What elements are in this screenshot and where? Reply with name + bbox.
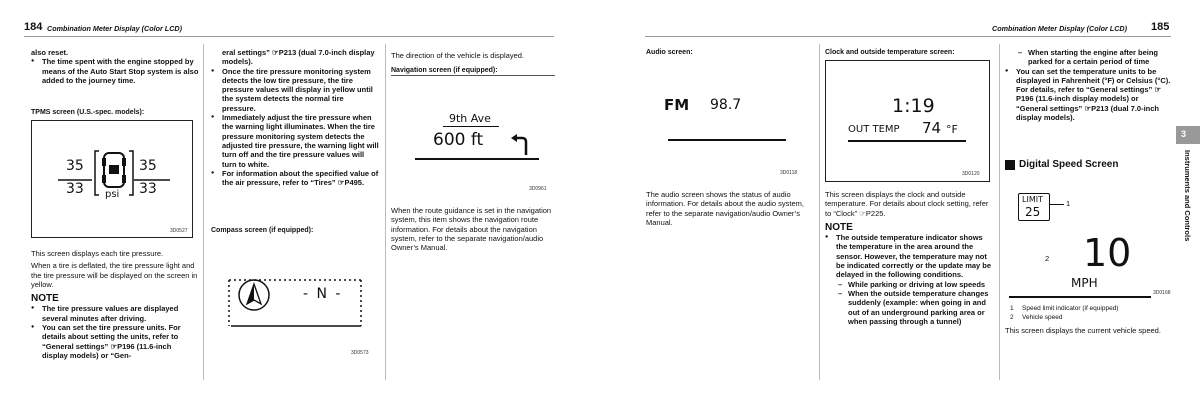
col-divider bbox=[203, 44, 204, 380]
clock-para: This screen displays the clock and outside temperature. For details about clock setting, refer to “Clock” ☞P225. bbox=[825, 190, 989, 218]
temp-note-bullet: ● The outside temperature indicator shows the temperature in the area around the sensor. However, the temperature may not be indicated correctly or the update may be delayed in the following conditions. bbox=[825, 233, 993, 279]
tire-fr-value: 35 bbox=[139, 158, 157, 174]
clock-rule bbox=[848, 140, 966, 142]
right-col3-text bbox=[1005, 48, 1171, 122]
compass-caption: Compass screen (if equipped): bbox=[211, 227, 314, 234]
nav-caption-rule bbox=[391, 75, 555, 76]
tire-fl-value: 35 bbox=[66, 158, 84, 174]
chapter-number: 3 bbox=[1181, 129, 1187, 139]
note-bullet-1: ● The tire pressure values are displayed several minutes after driving. bbox=[31, 304, 199, 323]
section-square-icon bbox=[1005, 160, 1015, 170]
nav-para: When the route guidance is set in the navigation system, this item shows the navigation route information. For details about the navigation system, refer to the separate navigation/audio Owner’s Manual. bbox=[391, 206, 552, 253]
right-page-number: 185 bbox=[1151, 21, 1170, 33]
tpms-para1: This screen displays each tire pressure. bbox=[31, 249, 164, 258]
clock-fig-id: 3D0120 bbox=[962, 171, 980, 177]
nav-distance: 600 ft bbox=[433, 130, 484, 150]
col-divider bbox=[999, 44, 1000, 380]
tpms-para2: When a tire is deflated, the tire pressure light and the tire pressure will be displayed on the screen in yellow. bbox=[31, 261, 198, 289]
tire-unit: psi bbox=[105, 189, 120, 200]
right-header-title: Combination Meter Display (Color LCD) bbox=[992, 24, 1127, 33]
temp-units-bullet: ● You can set the temperature units to be displayed in Fahrenheit (°F) or Celsius (°C). For details, refer to “General settings” ☞P196 (11.6-inch display models) or “General settings” ☞P213 (dual 7.0-inch display models). bbox=[1005, 67, 1171, 123]
compass-fig-id: 3D0573 bbox=[351, 350, 369, 356]
legend-row bbox=[1005, 314, 1171, 323]
legend-num: 2 bbox=[1010, 313, 1014, 321]
nav-bottom-rule bbox=[415, 158, 539, 160]
legend-text: Speed limit indicator (if equipped) bbox=[1022, 305, 1119, 312]
left-header-title: Combination Meter Display (Color LCD) bbox=[47, 24, 182, 33]
chapter-tab[interactable] bbox=[1176, 126, 1200, 144]
audio-para: The audio screen shows the status of audio information. For details about the audio system, refer to the separate navigation/audio Owner’s Manual. bbox=[646, 190, 804, 227]
legend-row bbox=[1005, 305, 1171, 314]
tire-rl-value: 33 bbox=[66, 181, 84, 197]
left-col1 bbox=[31, 48, 199, 85]
temp-dash-2: – When the outside temperature changes suddenly (example: when going in and out of an underground parking area or when passing through a tunnel) bbox=[836, 289, 993, 326]
left-header-rule bbox=[24, 36, 554, 37]
speed-figure bbox=[1005, 184, 1171, 302]
bullet-journey-time: ● The time spent with the engine stopped by means of the Auto Start Stop system is also added to the journey time. bbox=[31, 57, 199, 85]
speed-unit: MPH bbox=[1071, 276, 1098, 290]
out-temp-unit: °F bbox=[946, 123, 958, 136]
speed-legend bbox=[1005, 305, 1171, 322]
chapter-title: Instruments and Controls bbox=[1183, 150, 1192, 242]
car-tire-icon bbox=[102, 153, 126, 187]
nav-figure bbox=[391, 78, 556, 200]
temp-dash-3: – When starting the engine after being parked for a certain period of time bbox=[1016, 48, 1171, 67]
nav-direction-line: The direction of the vehicle is displayed. bbox=[391, 51, 524, 60]
limit-value: 25 bbox=[1025, 205, 1041, 219]
callout-1: 1 bbox=[1066, 199, 1071, 208]
callout-2: 2 bbox=[1045, 254, 1050, 263]
compass-heading: - N - bbox=[303, 286, 343, 302]
audio-fig-id: 3D0118 bbox=[780, 170, 798, 176]
col2-cont-line: eral settings” ☞P213 (dual 7.0-inch display models). bbox=[222, 48, 375, 67]
callout-line-1 bbox=[1050, 204, 1064, 205]
note-bullet-2: ● You can set the tire pressure units. For details about setting the units, refer to “General settings” ☞P196 (11.6-inch display models) or “Gen- bbox=[31, 323, 199, 360]
turn-left-arrow-icon bbox=[509, 134, 533, 156]
nav-caption: Navigation screen (if equipped): bbox=[391, 67, 498, 74]
tpms-text bbox=[31, 249, 199, 360]
cont-line: also reset. bbox=[31, 48, 69, 57]
left-page-number: 184 bbox=[24, 21, 43, 33]
col2-bullet-2: ● Immediately adjust the tire pressure when the warning light illuminates. When the tire pressure monitoring system detects the adjusted tire pressure, the warning light will turn off and the tire pressure values will turn to white. bbox=[211, 113, 379, 169]
nav-fig-id: 3D0961 bbox=[529, 186, 547, 192]
clock-caption: Clock and outside temperature screen: bbox=[825, 49, 955, 56]
compass-icon bbox=[239, 280, 269, 310]
nav-street-rule bbox=[443, 126, 499, 127]
audio-band: FM bbox=[664, 96, 690, 114]
section-heading: Digital Speed Screen bbox=[1019, 159, 1119, 170]
audio-frequency: 98.7 bbox=[710, 97, 742, 113]
note-heading-left: NOTE bbox=[31, 293, 59, 305]
col-divider bbox=[819, 44, 820, 380]
clock-figure bbox=[825, 60, 990, 182]
col2-bullet-3: ● For information about the specified value of the air pressure, refer to “Tires” ☞P495. bbox=[211, 169, 379, 188]
tire-rr-value: 33 bbox=[139, 181, 157, 197]
right-header-rule bbox=[645, 36, 1171, 37]
tpms-figure bbox=[31, 120, 193, 238]
legend-text: Vehicle speed bbox=[1022, 313, 1063, 321]
audio-caption: Audio screen: bbox=[646, 49, 693, 56]
compass-figure bbox=[211, 242, 379, 370]
audio-rule bbox=[668, 139, 786, 141]
vehicle-speed: 10 bbox=[1083, 231, 1132, 275]
tpms-fig-id: 3D0527 bbox=[170, 228, 188, 234]
clock-text bbox=[825, 190, 993, 326]
nav-street: 9th Ave bbox=[449, 112, 491, 125]
legend-num: 1 bbox=[1010, 305, 1014, 312]
tpms-diagram bbox=[32, 121, 193, 238]
out-temp-label: OUT TEMP bbox=[848, 124, 900, 135]
limit-label: LIMIT bbox=[1022, 195, 1043, 204]
temp-dash-1: – While parking or driving at low speeds bbox=[836, 280, 993, 289]
left-col2 bbox=[211, 48, 379, 187]
out-temp-value: 74 bbox=[922, 119, 942, 137]
note-heading-right: NOTE bbox=[825, 221, 853, 233]
clock-time: 1:19 bbox=[892, 95, 935, 117]
col2-bullet-1: ● Once the tire pressure monitoring system detects the low tire pressure, the tire pressure values will display in yellow until the system detects the normal tire pressure. bbox=[211, 67, 379, 113]
tpms-caption: TPMS screen (U.S.-spec. models): bbox=[31, 109, 145, 116]
speed-fig-id: 3D0168 bbox=[1153, 290, 1171, 296]
speed-limit-sign bbox=[1018, 193, 1050, 221]
col-divider bbox=[385, 44, 386, 380]
audio-figure bbox=[646, 60, 814, 182]
speed-rule bbox=[1009, 296, 1151, 298]
speed-para: This screen displays the current vehicle speed. bbox=[1005, 326, 1161, 335]
